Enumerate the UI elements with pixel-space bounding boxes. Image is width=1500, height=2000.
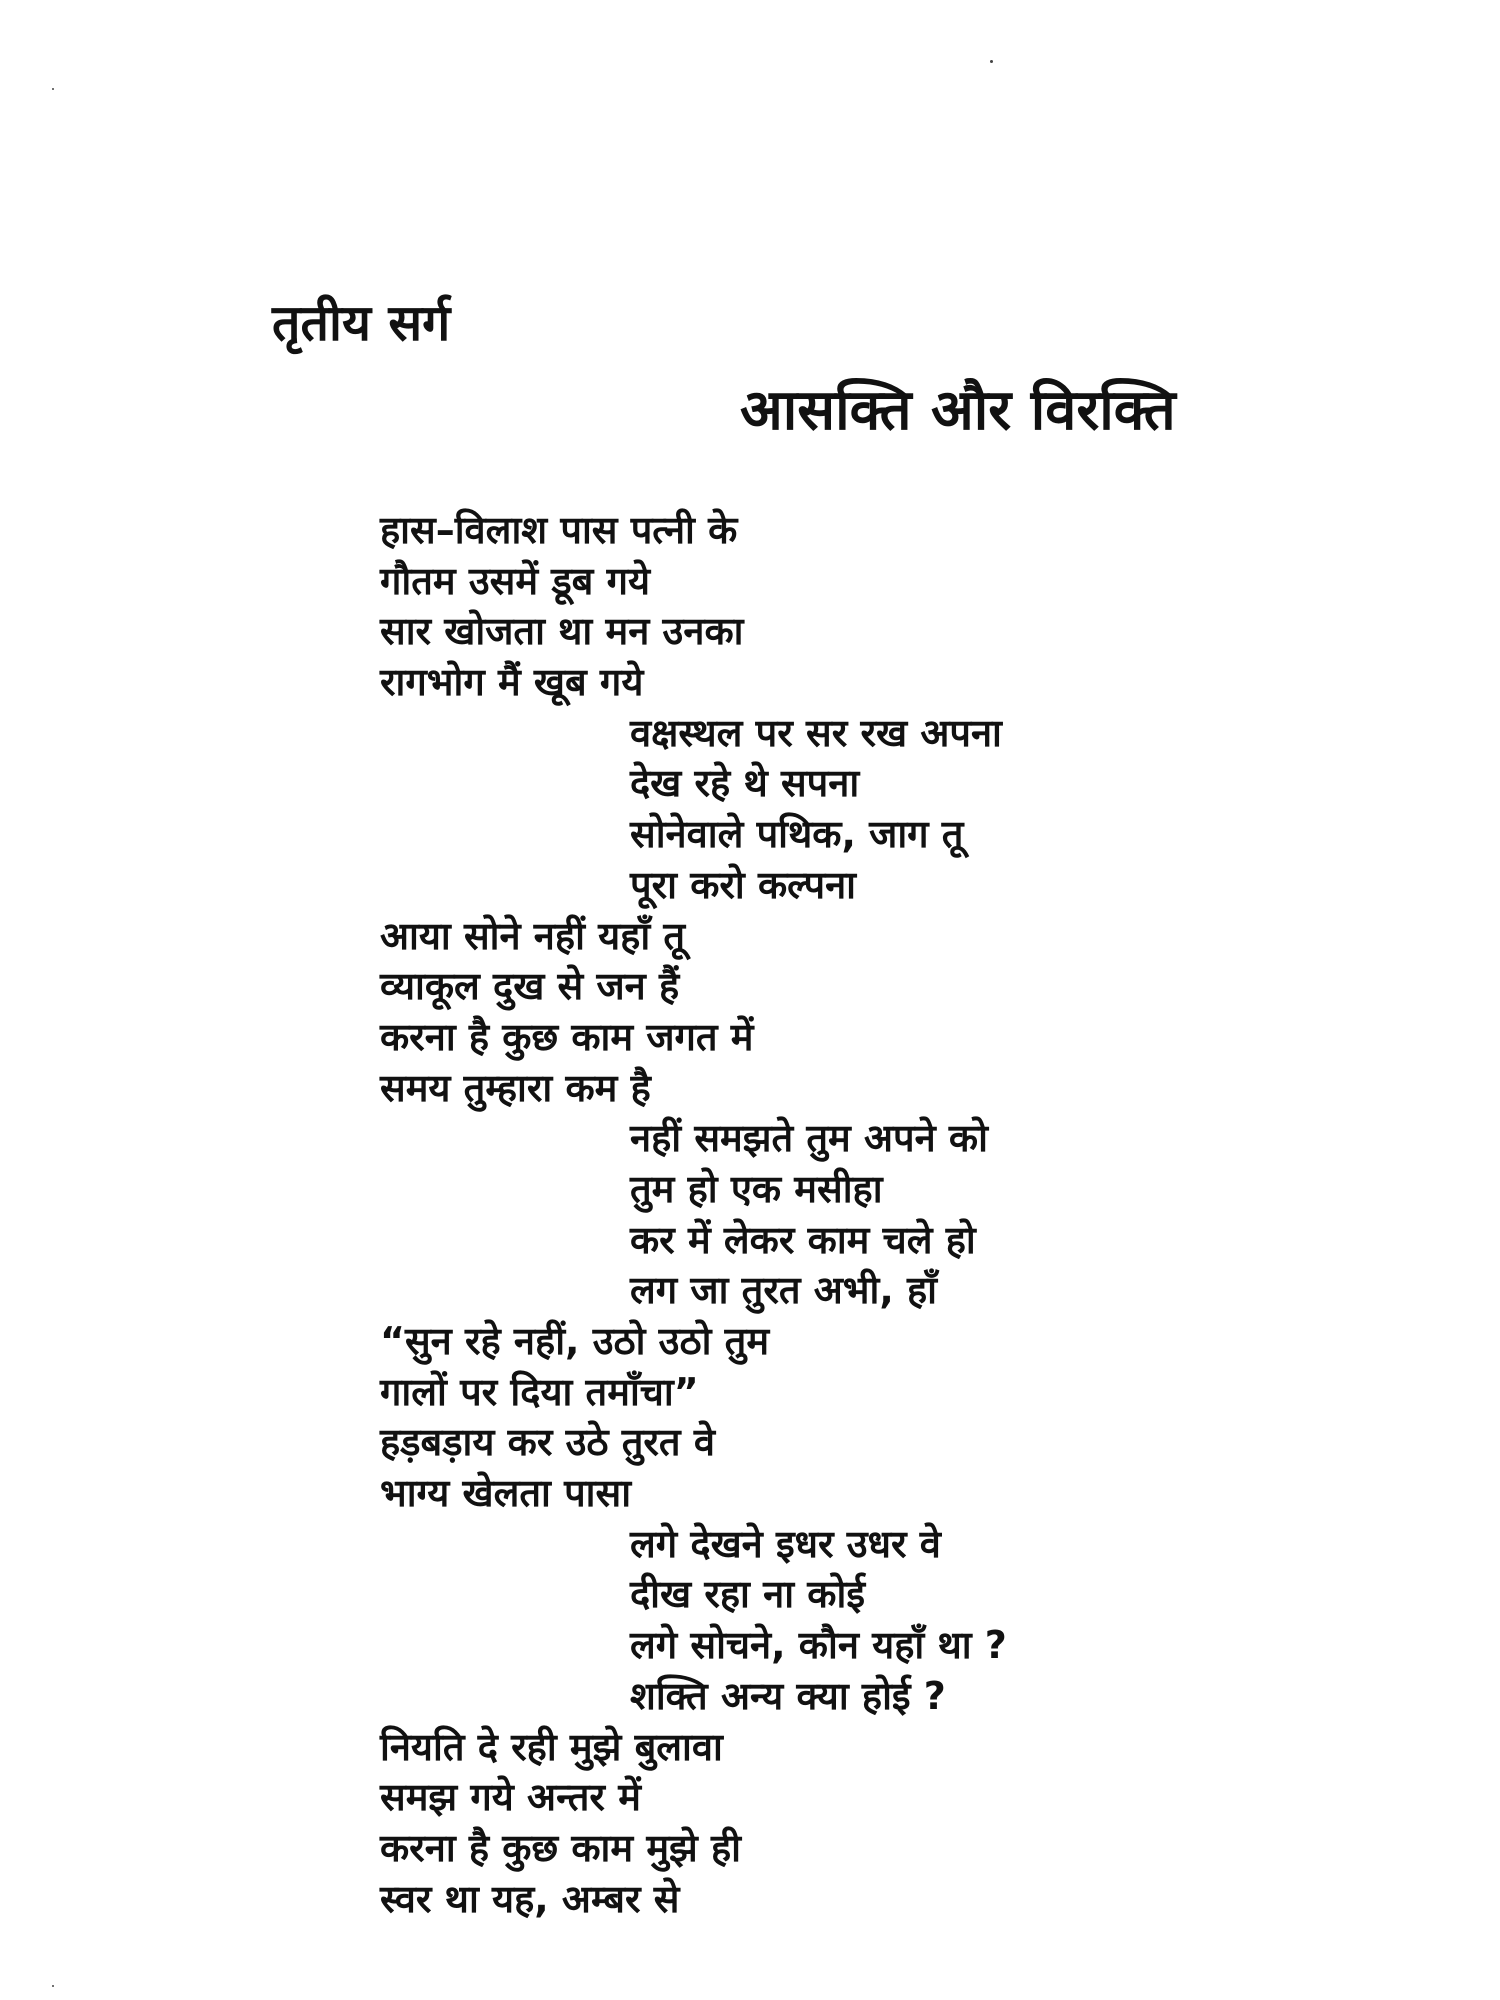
poem-line: समय तुम्हारा कम है <box>380 1065 651 1110</box>
poem-line: लगे सोचने, कौन यहाँ था ? <box>630 1623 1007 1668</box>
stanza <box>380 505 1380 708</box>
poem-line: नियति दे रही मुझे बुलावा <box>380 1724 723 1769</box>
scan-speck <box>52 88 54 90</box>
poem-line: नहीं समझते तुम अपने को <box>630 1116 988 1161</box>
poem-line: कर में लेकर काम चले हो <box>630 1217 976 1262</box>
stanza <box>380 911 1380 1114</box>
stanza-indented <box>380 1113 1380 1316</box>
poem-line: हास–विलाश पास पत्नी के <box>380 508 738 552</box>
poem-line: सार खोजता था मन उनका <box>380 609 744 654</box>
poem-line: करना है कुछ काम जगत में <box>380 1014 754 1059</box>
poem-line: लगे देखने इधर उधर वे <box>630 1521 941 1566</box>
stanza <box>380 1316 1380 1519</box>
chapter-subtitle: आसक्ति और विरक्ति <box>740 378 1176 443</box>
poem-body <box>380 505 1380 1924</box>
poem-line: दीख रहा ना कोई <box>630 1572 865 1617</box>
poem-line: करना है कुछ काम मुझे ही <box>380 1825 742 1870</box>
stanza <box>380 1722 1380 1925</box>
poem-line: तुम हो एक मसीहा <box>630 1166 883 1211</box>
poem-line: भाग्य खेलता पासा <box>380 1471 632 1516</box>
poem-line: हड़बड़ाय कर उठे तुरत वे <box>380 1420 715 1465</box>
poem-line: पूरा करो कल्पना <box>630 862 856 907</box>
scan-speck <box>990 60 993 63</box>
poem-line: रागभोग मैं खूब गये <box>380 660 644 705</box>
poem-line: गौतम उसमें डूब गये <box>380 558 651 603</box>
poem-line: “सुन रहे नहीं, उठो उठो तुम <box>380 1319 770 1363</box>
poem-line: देख रहे थे सपना <box>630 761 860 806</box>
poem-line: सोनेवाले पथिक, जाग तू <box>630 812 964 857</box>
poem-line: व्याकूल दुख से जन हैं <box>380 964 680 1009</box>
stanza-indented <box>380 1519 1380 1722</box>
stanza-indented <box>380 708 1380 911</box>
scan-speck <box>52 1985 54 1987</box>
chapter-title: तृतीय सर्ग <box>272 294 451 352</box>
poem-line: आया सोने नहीं यहाँ तू <box>380 913 686 958</box>
poem-line: गालों पर दिया तमाँचा” <box>380 1369 699 1414</box>
poem-line: स्वर था यह, अम्बर से <box>380 1876 680 1921</box>
poem-line: समझ गये अन्तर में <box>380 1775 641 1820</box>
poem-line: लग जा तुरत अभी, हाँ <box>630 1268 938 1313</box>
poem-line: शक्ति अन्य क्या होई ? <box>630 1673 946 1718</box>
poem-line: वक्षस्थल पर सर रख अपना <box>630 710 1002 755</box>
